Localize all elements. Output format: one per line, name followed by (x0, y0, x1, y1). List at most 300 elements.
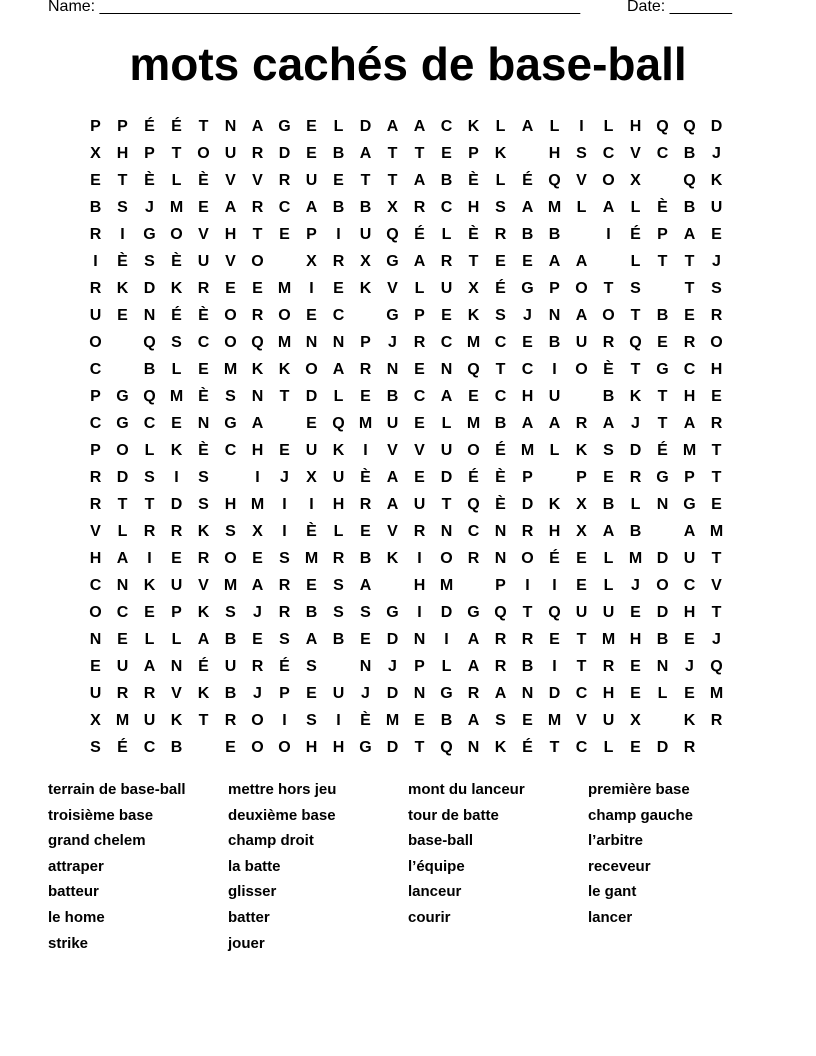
grid-letter: U (359, 226, 372, 243)
grid-letter: A (332, 361, 345, 378)
grid-letter: U (116, 658, 129, 675)
grid-letter: A (602, 523, 615, 540)
grid-letter: C (143, 415, 156, 432)
grid-letter: E (306, 685, 317, 702)
grid-letter: L (549, 118, 560, 135)
grid-letter: T (144, 496, 155, 513)
word-list-item: champ gauche (588, 806, 694, 824)
grid-letter: K (386, 550, 399, 567)
word-list-item: lanceur (408, 883, 462, 901)
grid-letter: E (711, 496, 722, 513)
grid-letter: A (359, 145, 372, 162)
grid-letter: P (171, 604, 182, 621)
word-list-item: le home (48, 908, 105, 926)
grid-letter: L (333, 523, 344, 540)
grid-letter: C (278, 199, 291, 216)
grid-letter: E (225, 739, 236, 756)
grid-letter: P (360, 334, 371, 351)
grid-letter: É (522, 172, 533, 189)
grid-letter: C (683, 361, 696, 378)
grid-letter: D (656, 739, 669, 756)
grid-letter: N (224, 118, 237, 135)
grid-letter: È (198, 442, 209, 459)
grid-letter: M (547, 199, 562, 216)
grid-letter: M (169, 199, 184, 216)
grid-letter: D (656, 604, 669, 621)
page-title: mots cachés de base-ball (129, 38, 687, 90)
grid-letter: N (440, 361, 453, 378)
grid-letter: È (117, 253, 128, 270)
grid-letter: N (467, 739, 480, 756)
grid-letter (271, 248, 298, 275)
grid-letter: I (147, 550, 152, 567)
grid-letter: B (170, 739, 183, 756)
grid-letter: G (116, 388, 129, 405)
grid-letter: J (712, 145, 721, 162)
grid-letter: K (251, 361, 264, 378)
grid-letter: D (278, 145, 291, 162)
grid-letter: N (251, 388, 264, 405)
grid-letter: L (441, 415, 452, 432)
grid-letter: A (683, 415, 696, 432)
grid-letter: O (575, 280, 588, 297)
grid-letter: S (198, 496, 209, 513)
grid-letter: Q (386, 226, 399, 243)
grid-letter: I (525, 577, 530, 594)
grid-letter: C (89, 577, 102, 594)
grid-letter: C (575, 685, 588, 702)
word-list-item: lancer (588, 908, 633, 926)
grid-letter: V (225, 172, 236, 189)
grid-letter: V (198, 577, 209, 594)
grid-letter: É (495, 442, 506, 459)
grid-letter: M (223, 577, 238, 594)
grid-letter: E (576, 577, 587, 594)
grid-letter: D (656, 550, 669, 567)
grid-letter: N (521, 685, 534, 702)
grid-letter: U (143, 712, 156, 729)
grid-letter: É (468, 469, 479, 486)
grid-letter: X (576, 496, 587, 513)
grid-letter: T (468, 253, 479, 270)
grid-letter: B (683, 145, 696, 162)
grid-letter: S (576, 145, 587, 162)
word-list-item: courir (408, 908, 451, 926)
grid-letter: M (358, 415, 373, 432)
grid-letter: K (170, 280, 183, 297)
grid-letter: O (89, 334, 102, 351)
grid-letter: O (602, 307, 615, 324)
grid-letter (649, 275, 676, 302)
grid-letter: Q (629, 334, 642, 351)
grid-letter: É (198, 658, 209, 675)
grid-letter: I (174, 469, 179, 486)
grid-letter: C (224, 442, 237, 459)
grid-letter: É (279, 658, 290, 675)
grid-letter: E (603, 469, 614, 486)
grid-letter: R (413, 523, 426, 540)
grid-letter: N (494, 550, 507, 567)
grid-letter: I (606, 226, 611, 243)
grid-letter: R (710, 307, 723, 324)
grid-letter: P (468, 145, 479, 162)
grid-letter: K (494, 145, 507, 162)
name-line: Name: ______________________________________________________ (48, 0, 581, 15)
grid-letter: R (224, 712, 237, 729)
grid-letter: U (224, 658, 237, 675)
grid-letter: A (602, 415, 615, 432)
grid-letter: J (361, 685, 370, 702)
grid-letter: M (223, 361, 238, 378)
grid-letter: D (305, 388, 318, 405)
grid-letter: H (629, 118, 642, 135)
grid-letter: M (547, 712, 562, 729)
grid-letter: X (576, 523, 587, 540)
grid-letter: E (171, 415, 182, 432)
grid-letter: A (494, 685, 507, 702)
grid-letter: R (467, 550, 480, 567)
grid-letter: A (413, 172, 426, 189)
grid-letter: A (602, 199, 615, 216)
grid-letter: K (683, 712, 696, 729)
grid-letter: J (388, 658, 397, 675)
grid-letter: B (332, 631, 345, 648)
grid-letter: T (171, 145, 182, 162)
grid-letter: L (495, 172, 506, 189)
grid-letter: E (198, 199, 209, 216)
grid-letter: H (224, 496, 237, 513)
grid-letter: U (197, 253, 210, 270)
grid-letter: S (90, 739, 101, 756)
grid-letter: E (522, 253, 533, 270)
grid-letter: X (306, 469, 317, 486)
word-list-item: première base (588, 781, 690, 798)
grid-letter: N (386, 361, 399, 378)
grid-letter: A (116, 550, 129, 567)
grid-letter: T (441, 496, 452, 513)
grid-letter: Q (548, 604, 561, 621)
word-list-item: jouer (228, 934, 265, 952)
grid-letter: È (171, 253, 182, 270)
grid-letter: J (712, 253, 721, 270)
grid-letter: O (251, 253, 264, 270)
grid-letter: E (90, 658, 101, 675)
grid-letter: A (575, 253, 588, 270)
grid-letter: C (440, 118, 453, 135)
grid-letter: G (143, 226, 156, 243)
grid-letter: T (711, 469, 722, 486)
grid-letter: J (388, 334, 397, 351)
grid-letter: É (414, 226, 425, 243)
grid-letter: S (495, 199, 506, 216)
grid-letter: A (305, 199, 318, 216)
grid-letter: I (417, 604, 422, 621)
grid-letter: S (306, 712, 317, 729)
grid-letter: L (603, 739, 614, 756)
grid-letter: T (198, 712, 209, 729)
grid-letter: A (197, 631, 210, 648)
grid-letter: H (602, 685, 615, 702)
grid-letter (271, 410, 298, 437)
grid-letter (595, 248, 622, 275)
grid-letter: M (520, 442, 535, 459)
grid-letter: R (440, 253, 453, 270)
grid-letter: T (387, 145, 398, 162)
grid-letter: K (278, 361, 291, 378)
grid-letter: K (629, 388, 642, 405)
grid-letter: T (576, 658, 587, 675)
grid-letter: H (467, 199, 480, 216)
grid-letter: J (253, 604, 262, 621)
grid-letter: K (332, 442, 345, 459)
grid-letter: S (198, 469, 209, 486)
grid-letter: I (444, 631, 449, 648)
word-list-item: troisième base (48, 806, 154, 824)
grid-letter: S (603, 442, 614, 459)
grid-letter: H (413, 577, 426, 594)
grid-letter: T (711, 442, 722, 459)
word-list-item: batteur (48, 883, 99, 901)
grid-letter: E (306, 145, 317, 162)
grid-letter: P (279, 685, 290, 702)
grid-letter: É (171, 307, 182, 324)
grid-letter: T (711, 604, 722, 621)
grid-letter: P (90, 388, 101, 405)
grid-letter: N (143, 307, 156, 324)
grid-letter: B (305, 604, 318, 621)
grid-letter: S (495, 712, 506, 729)
grid-letter: N (548, 307, 561, 324)
grid-letter: K (143, 577, 156, 594)
grid-letter: P (684, 469, 695, 486)
word-list-item: grand chelem (48, 832, 146, 850)
grid-letter: M (439, 577, 454, 594)
grid-letter: A (386, 496, 399, 513)
grid-letter: X (90, 712, 101, 729)
grid-letter: B (683, 199, 696, 216)
grid-letter (703, 734, 730, 761)
grid-letter: Q (548, 172, 561, 189)
grid-letter: K (467, 118, 480, 135)
grid-letter: K (170, 442, 183, 459)
grid-letter: B (656, 631, 669, 648)
grid-letter: R (251, 199, 264, 216)
grid-letter: E (414, 712, 425, 729)
grid-letter: E (414, 469, 425, 486)
grid-letter: O (710, 334, 723, 351)
grid-letter: N (170, 658, 183, 675)
name-date-header (48, 0, 748, 16)
grid-letter: C (89, 361, 102, 378)
grid-letter: E (711, 388, 722, 405)
grid-letter: O (89, 604, 102, 621)
grid-letter: O (170, 226, 183, 243)
grid-letter: E (711, 226, 722, 243)
grid-letter: K (197, 685, 210, 702)
grid-letter: G (116, 415, 129, 432)
grid-letter: É (630, 226, 641, 243)
grid-letter: U (683, 550, 696, 567)
grid-letter: J (685, 658, 694, 675)
grid-letter: H (224, 226, 237, 243)
grid-letter: V (711, 577, 722, 594)
grid-letter: U (602, 604, 615, 621)
grid-letter: T (117, 172, 128, 189)
grid-letter: U (89, 307, 102, 324)
grid-letter: U (89, 685, 102, 702)
grid-letter: R (602, 658, 615, 675)
grid-letter: I (552, 361, 557, 378)
grid-letter: B (332, 199, 345, 216)
grid-letter: E (549, 631, 560, 648)
grid-letter: É (522, 739, 533, 756)
grid-letter: O (278, 739, 291, 756)
grid-letter: I (336, 712, 341, 729)
grid-letter: E (414, 361, 425, 378)
grid-letter: J (145, 199, 154, 216)
grid-letter: B (494, 415, 507, 432)
grid-letter: G (440, 685, 453, 702)
grid-letter: E (630, 604, 641, 621)
grid-letter: I (552, 658, 557, 675)
grid-letter: M (385, 712, 400, 729)
grid-letter: O (251, 712, 264, 729)
grid-letter: E (522, 712, 533, 729)
grid-letter: M (709, 685, 724, 702)
grid-letter: Q (467, 361, 480, 378)
grid-letter: N (440, 523, 453, 540)
grid-letter: É (495, 280, 506, 297)
grid-letter: E (657, 334, 668, 351)
grid-letter: I (579, 118, 584, 135)
grid-letter: R (332, 253, 345, 270)
grid-letter: E (198, 361, 209, 378)
grid-letter: H (332, 739, 345, 756)
grid-letter: B (89, 199, 102, 216)
grid-letter: P (414, 658, 425, 675)
grid-letter: S (225, 523, 236, 540)
grid-letter: E (117, 631, 128, 648)
grid-letter: T (684, 253, 695, 270)
grid-letter: O (224, 307, 237, 324)
grid-letter: R (89, 496, 102, 513)
grid-letter (568, 383, 595, 410)
grid-letter: N (332, 334, 345, 351)
grid-letter (649, 707, 676, 734)
grid-letter (649, 167, 676, 194)
grid-letter: K (197, 523, 210, 540)
grid-letter: A (467, 658, 480, 675)
grid-letter: K (359, 280, 372, 297)
grid-letter: N (197, 415, 210, 432)
grid-letter: B (359, 199, 372, 216)
grid-letter: È (144, 172, 155, 189)
grid-letter: L (630, 496, 641, 513)
grid-letter: L (549, 442, 560, 459)
grid-letter: P (495, 577, 506, 594)
grid-letter: B (359, 550, 372, 567)
grid-letter: T (414, 145, 425, 162)
grid-letter: R (521, 631, 534, 648)
grid-letter: E (252, 280, 263, 297)
grid-letter: N (656, 658, 669, 675)
grid-letter: C (467, 523, 480, 540)
grid-letter: R (710, 712, 723, 729)
grid-letter: M (277, 334, 292, 351)
grid-letter: J (631, 577, 640, 594)
grid-letter: H (710, 361, 723, 378)
grid-letter: B (548, 226, 561, 243)
grid-letter: S (144, 253, 155, 270)
grid-letter: T (279, 388, 290, 405)
grid-letter: B (440, 172, 453, 189)
grid-letter: D (710, 118, 723, 135)
grid-letter: M (601, 631, 616, 648)
grid-letter: H (89, 550, 102, 567)
grid-letter: A (521, 118, 534, 135)
word-list-item: receveur (588, 857, 651, 875)
grid-letter: B (656, 307, 669, 324)
grid-letter: O (656, 577, 669, 594)
grid-letter: T (630, 307, 641, 324)
grid-letter: X (360, 253, 371, 270)
grid-letter: È (603, 361, 614, 378)
grid-letter: T (657, 253, 668, 270)
grid-letter: A (548, 415, 561, 432)
grid-letter: R (710, 415, 723, 432)
grid-letter: J (523, 307, 532, 324)
grid-letter: K (710, 172, 723, 189)
grid-letter: A (251, 577, 264, 594)
grid-letter: R (413, 334, 426, 351)
grid-letter: B (332, 145, 345, 162)
grid-letter: T (495, 361, 506, 378)
grid-letter: T (117, 496, 128, 513)
grid-letter: G (656, 361, 669, 378)
grid-letter: Q (143, 334, 156, 351)
grid-letter: V (171, 685, 182, 702)
grid-letter: M (304, 550, 319, 567)
grid-letter: V (252, 172, 263, 189)
grid-letter: D (116, 469, 129, 486)
grid-letter: P (549, 280, 560, 297)
grid-letter (514, 140, 541, 167)
grid-letter: U (440, 442, 453, 459)
grid-letter: C (494, 388, 507, 405)
grid-letter: M (466, 415, 481, 432)
grid-letter: D (386, 739, 399, 756)
grid-letter: H (332, 496, 345, 513)
grid-letter: L (630, 253, 641, 270)
grid-letter: U (413, 496, 426, 513)
grid-letter: V (90, 523, 101, 540)
letter-grid (82, 113, 730, 761)
grid-letter: K (548, 496, 561, 513)
grid-letter: E (630, 685, 641, 702)
grid-letter: D (143, 280, 156, 297)
grid-letter: X (630, 172, 641, 189)
grid-letter: T (657, 415, 668, 432)
grid-letter: E (279, 442, 290, 459)
grid-letter: L (333, 388, 344, 405)
grid-letter: T (198, 118, 209, 135)
grid-letter: U (305, 172, 318, 189)
grid-letter: R (143, 523, 156, 540)
grid-letter: A (521, 415, 534, 432)
grid-letter: O (575, 361, 588, 378)
grid-letter: H (116, 145, 129, 162)
grid-letter: T (387, 172, 398, 189)
